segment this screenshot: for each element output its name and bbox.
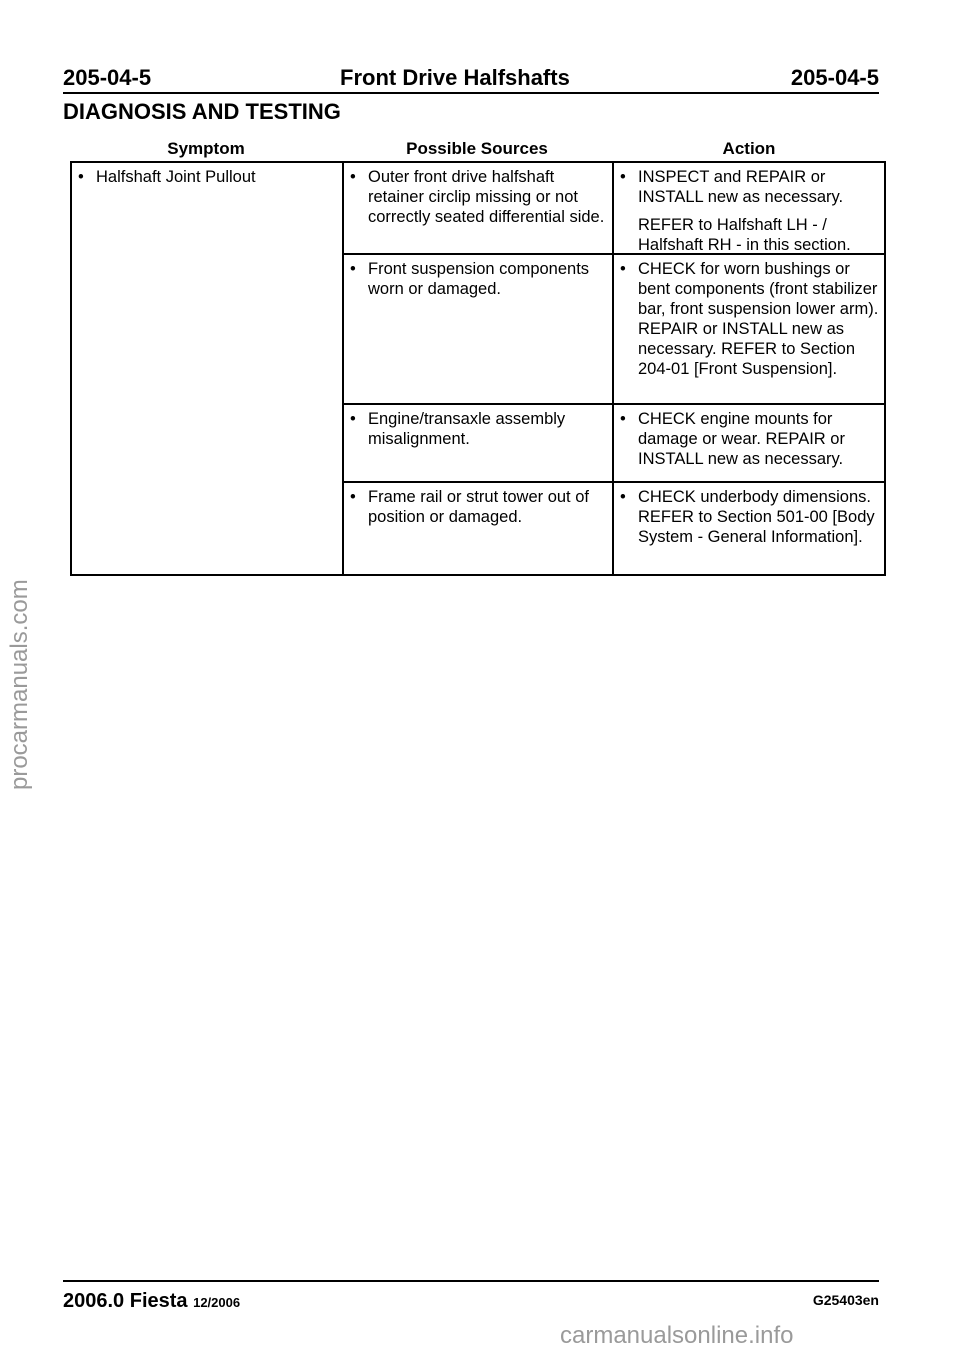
watermark-procarmanuals xyxy=(6,560,46,790)
table-row xyxy=(344,255,884,405)
source-cell xyxy=(344,163,614,253)
bullet-mark: • xyxy=(350,488,356,506)
page-footer xyxy=(63,1280,879,1312)
header-section-code-right: 205-04-5 xyxy=(790,65,879,90)
footer-document-code: G25403en xyxy=(812,1292,879,1308)
table-column-headers xyxy=(70,139,886,161)
action-cell xyxy=(614,483,884,574)
table-row xyxy=(344,483,884,574)
watermark-left-text: procarmanuals.com xyxy=(6,579,33,790)
bullet-mark: • xyxy=(620,410,626,428)
action-text: CHECK for worn bushings or bent components (front stabilizer bar, front suspension lower arm). REPAIR or INSTALL new as necessary. REFER to Section 204-01 [Front Suspension]. xyxy=(638,260,879,378)
source-text: Engine/transaxle assembly misalignment. xyxy=(368,410,566,448)
action-cell xyxy=(614,255,884,403)
bullet-mark: • xyxy=(620,168,626,186)
column-header-symptom: Symptom xyxy=(167,139,245,158)
header-title: Front Drive Halfshafts xyxy=(340,65,570,90)
footer-model-name: 2006.0 Fiesta xyxy=(63,1290,188,1312)
diagnosis-table xyxy=(70,161,886,576)
action-reference: REFER to Halfshaft LH - / Halfshaft RH - in this section. xyxy=(638,216,851,254)
source-text: Outer front drive halfshaft retainer circlip missing or not correctly seated differential side. xyxy=(368,168,605,226)
column-header-possible-sources: Possible Sources xyxy=(406,139,548,158)
column-header-action: Action xyxy=(722,139,776,158)
action-text: INSPECT and REPAIR or INSTALL new as necessary. xyxy=(638,168,844,206)
source-cell xyxy=(344,483,614,574)
source-cell xyxy=(344,405,614,481)
source-text: Frame rail or strut tower out of position or damaged. xyxy=(368,488,589,526)
action-text: CHECK underbody dimensions. REFER to Section 501-00 [Body System - General Information]. xyxy=(638,488,875,546)
bullet-mark: • xyxy=(620,488,626,506)
action-cell xyxy=(614,405,884,481)
footer-model xyxy=(63,1290,240,1313)
watermark-carmanualsonline: carmanualsonline.info xyxy=(560,1322,794,1349)
bullet-mark: • xyxy=(350,260,356,278)
source-text: Front suspension components worn or damaged. xyxy=(368,260,590,298)
bullet-mark: • xyxy=(350,168,356,186)
action-text: CHECK engine mounts for damage or wear. REPAIR or INSTALL new as necessary. xyxy=(638,410,845,468)
source-cell xyxy=(344,255,614,403)
bullet-mark: • xyxy=(620,260,626,278)
header-section-code-left: 205-04-5 xyxy=(63,65,152,90)
bullet-mark: • xyxy=(350,410,356,428)
action-content xyxy=(638,167,880,255)
footer-date: 12/2006 xyxy=(193,1295,241,1310)
symptom-cell xyxy=(72,163,344,574)
symptom-text: Halfshaft Joint Pullout xyxy=(96,168,256,186)
page-header xyxy=(63,62,879,94)
table-row xyxy=(344,405,884,483)
bullet-mark: • xyxy=(78,168,84,186)
table-row xyxy=(344,163,884,255)
action-cell xyxy=(614,163,884,253)
section-title: DIAGNOSIS AND TESTING xyxy=(63,99,341,124)
